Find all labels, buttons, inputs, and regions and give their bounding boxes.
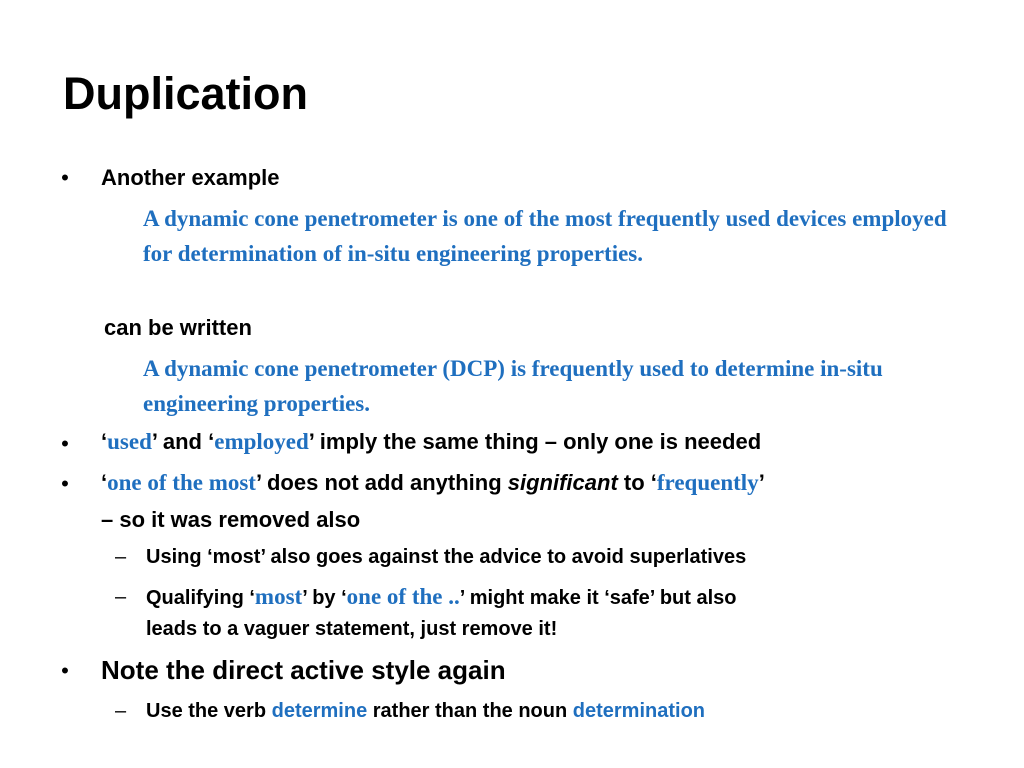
- text-use-the-verb: Use the verb: [146, 700, 272, 722]
- bullet-direct-active-style: Note the direct active style again: [101, 655, 506, 685]
- dash-icon: –: [115, 700, 127, 722]
- quote-close: ’: [758, 470, 765, 495]
- bullet-dot-icon: •: [61, 471, 69, 496]
- text-does-not-add: ’ does not add anything: [255, 470, 508, 495]
- sub-bullet-verb-noun: [146, 699, 705, 723]
- text-by: ’ by ‘: [302, 587, 347, 609]
- quote-open: ‘: [101, 429, 108, 454]
- word-significant: significant: [507, 470, 618, 495]
- bullet-dot-icon: •: [61, 658, 69, 683]
- sub-bullet-superlatives: Using ‘most’ also goes against the advice to avoid superlatives: [146, 546, 747, 568]
- bullet-one-of-the-most: [101, 470, 765, 496]
- quote-open: ‘: [101, 470, 108, 495]
- sub-bullet-qualifying: [146, 585, 736, 610]
- text-might-make: ’ might make it ‘safe’ but also: [459, 587, 737, 609]
- sub-bullet-vaguer: leads to a vaguer statement, just remove it!: [146, 618, 558, 640]
- word-used: used: [107, 429, 152, 454]
- bullet-dot-icon: •: [61, 165, 69, 190]
- word-determination: determination: [572, 700, 706, 722]
- slide-title: Duplication: [63, 68, 308, 119]
- text-rather-than: rather than the noun: [367, 700, 573, 722]
- bullet-another-example: Another example: [101, 165, 280, 190]
- revised-sentence: A dynamic cone penetrometer (DCP) is frequently used to determine in-situ engineering properties.: [143, 356, 883, 416]
- bullet-removed-also: – so it was removed also: [101, 507, 361, 532]
- bullet-used-employed: [101, 429, 761, 455]
- word-employed: employed: [214, 429, 309, 454]
- word-frequently: frequently: [656, 470, 759, 495]
- word-determine: determine: [271, 700, 368, 722]
- text-imply: ’ imply the same thing – only one is needed: [308, 429, 762, 454]
- dash-icon: –: [115, 546, 127, 568]
- phrase-one-of-the: one of the ..: [346, 584, 460, 609]
- text-and: ’ and ‘: [151, 429, 215, 454]
- text-to: to ‘: [617, 470, 657, 495]
- can-be-written-label: can be written: [104, 315, 252, 340]
- phrase-one-of-the-most: one of the most: [107, 470, 256, 495]
- word-most: most: [254, 584, 303, 609]
- bullet-dot-icon: •: [61, 431, 69, 456]
- text-qualifying: Qualifying ‘: [146, 587, 255, 609]
- dash-icon: –: [115, 586, 127, 608]
- original-sentence: A dynamic cone penetrometer is one of the most frequently used devices employed for determination of in-situ engineering properties.: [143, 206, 947, 266]
